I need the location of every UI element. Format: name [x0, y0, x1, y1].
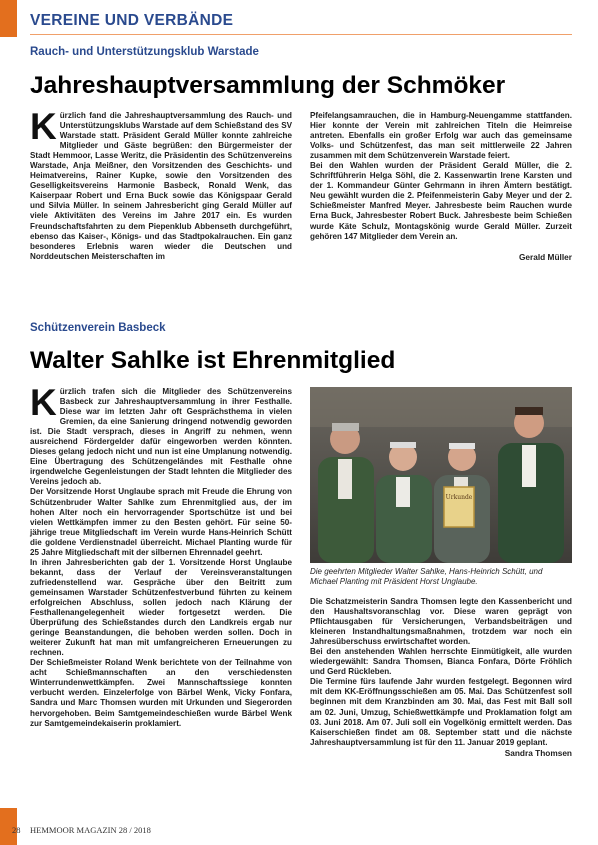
article1-paragraph: Bei den Wahlen wurden der Präsident Gerald Müller, die 2. Schriftführerin Helga Söhl, die 2. Kassenwartin Irene Karsten und der 1. Kommandeur Günter Gehrmann in ihren Ämtern bestätigt. Neu gewählt wurden die 2. Pfeifenmeisterin Gaby Meyer und der 2. Schießmeister Manfred Meyer. Jahresbeste beim Rauchen wurde Erna Buck, Jahresbester Robert Buck. Jahresbeste beim Schießen wurde Käte Schulz, Montagskönig wurde Gerald Müller. Zurzeit gehören 147 Mitglieder dem Verein an. — [310, 161, 572, 241]
article2-column-right — [310, 597, 572, 758]
article2-paragraph: Der Vorsitzende Horst Unglaube sprach mit Freude die Ehrung von Schützenbruder Walter Sahlke zum Ehrenmitglied aus, der im hohen Alter noch ein hervorragender Sportschütze ist und bei vielen Wettkämpfen immer zu den Besten gehört. Für seine 50-jährige treue Mitgliedschaft im Verein wurde Hans-Heinrich Schütt die goldene Verdienstnadel überreicht. Michael Planting wurde für 25 Jahre Mitgliedschaft mit der silbernen Ehrennadel geehrt. — [30, 487, 292, 557]
footer-magazine: HEMMOOR MAGAZIN 28 / 2018 — [30, 825, 151, 835]
article1-kicker: Rauch- und Unterstützungsklub Warstade — [30, 46, 259, 58]
article2-paragraph: Der Schießmeister Roland Wenk berichtete von der Teilnahme von acht Schießmannschaften an den verschiedensten Winterrundenwettkämpfen. Zwei Mannschaftssiege konnten verbucht werden. Einzelerfolge von Bärbel Wenk, Vicky Fonfara, Sandra und Marc Thomsen wurden mit Urkunden und Siegerorden hervorgehoben. Beim Samtgemeindeschießen wurde Bärbel Wenk zur Samtgemeindekaiserin proklamiert. — [30, 658, 292, 728]
article2-title: Walter Sahlke ist Ehrenmitglied — [30, 347, 396, 374]
article1-dropcap: K — [30, 106, 57, 147]
article2-paragraph: In ihren Jahresberichten gab der 1. Vorsitzende Horst Unglaube bekannt, dass der Verlauf der Vereinsveranstaltungen zufriedenstellend war. Gespräche über den Beitritt zum gemeinsamen Warstader Schützenfestverbund führten zu keinem erfolgreichen Abschluss, sollen jedoch nach Klärung der Festhallenangelegenheit wieder fortgesetzt werden. Die Überprüfung des Schießstandes durch den Landkreis ergab nur geringe Beanstandungen, die behoben werden sollen. Doch in weiterer Zukunft hat man mit umfangreicheren Erneuerungen zu rechnen. — [30, 557, 292, 658]
article1-paragraph: Pfeifelangsamrauchen, die in Hamburg-Neuengamme stattfanden. Hier konnte der Verein mit zahlreichen Titeln die Heimreise antreten. Ebenfalls ein großer Erfolg war auch das gemeinsame Volks- und Schützenfest, das man seit mittlerweile 22 Jahren zusammen mit dem Schützenverein Warstade feiert. — [310, 111, 572, 161]
article2-col1-text: ürzlich trafen sich die Mitglieder des Schützenvereins Basbeck zur Jahreshauptversammlung in ihrer Festhalle. Diese war im letzten Jahr oft Gesprächsthema in vielen Gremien, da eine Sanierung dringend notwendig geworden ist. Die Stadt versprach, dieses in Angriff zu nehmen, wenn ausreichend Fördergelder dafür eingeworben werden könnten. Dieses gelang jedoch nicht und nun ist eine Umplanung notwendig. Eine Übertragung des Schützengeländes mit Festhalle ohne irgendwelche Gegenleistungen der Stadt lehnten die Mitglieder des Vereins jedoch ab. — [30, 387, 292, 487]
article2-column-left — [30, 382, 292, 729]
article2-paragraph: Die Schatzmeisterin Sandra Thomsen legte den Kassenbericht und den Haushaltsvoranschlag vor. Diese waren geprägt von Pflichtausgaben für Versicherungen, Verbandsbeiträgen und kleineren Instandhaltungsmaßnahmen, trotzdem war noch ein Jahresüberschuss erwirtschaftet worden. — [310, 597, 572, 647]
article1-col1-text: ürzlich fand die Jahreshauptversammlung des Rauch- und Unterstützungsklubs Warstade auf dem Schießstand des SV Warstade statt. Präsident Gerald Müller konnte zahlreiche Mitglieder und Gäste begrüßen: den Bürgermeister der Stadt Hemmoor, Lasse Weritz, die Präsidentin des Schützenvereins Warstade, Anja Meißner, den Vorsitzenden des Geschichts- und Heimatvereins, Rainer Kupke, sowie den Vorsitzenden des Geselligkeitsvereins Harmonie Basbeck, Ronald Wenk, das Kaiserpaar Robert und Erna Buck sowie das Königspaar Gerald und Silvia Müller. In seinem Jahresbericht ging Gerald Müller auf viele Aktivitäten des Vereins im Jahre 2017 ein. Es wurden Freundschaftsfahrten zu dem Piepenklub Abbenseth durchgeführt, ebenso das Kaiser-, Königs- und das Stadtpokalrauchen. Ein ganz besonderes Erlebnis waren wieder die Deutschen und Norddeutschen Meisterschaften im — [30, 111, 292, 261]
photo-caption: Die geehrten Mitglieder Walter Sahlke, Hans-Heinrich Schütt, und Michael Planting mit Präsident Horst Unglaube. — [310, 567, 543, 586]
article1-column-right — [310, 111, 572, 262]
header-accent-bar — [0, 0, 17, 37]
article2-signature: Sandra Thomsen — [504, 747, 572, 758]
group-photo — [310, 387, 572, 563]
article1-column-left — [30, 106, 292, 262]
article1-title: Jahreshauptversammlung der Schmöker — [30, 72, 506, 99]
article2-kicker: Schützenverein Basbeck — [30, 322, 166, 334]
page-number: 28 — [12, 825, 21, 835]
article2-paragraph: Bei den anstehenden Wahlen herrschte Einmütigkeit, alle wurden wiedergewählt: Sandra Thomsen, Bianca Fonfara, Dörte Fröhlich und Gerd Rückleben. — [310, 647, 572, 677]
article1-signature: Gerald Müller — [518, 251, 572, 262]
certificate-label: Urkunde — [445, 494, 473, 501]
group-photo-illustration — [310, 387, 572, 563]
section-heading: VEREINE UND VERBÄNDE — [30, 12, 234, 29]
article2-dropcap: K — [30, 382, 57, 423]
article2-paragraph: Die Termine fürs laufende Jahr wurden festgelegt. Begonnen wird mit dem KK-Eröffnungsschießen am 05. Mai. Das Schützenfest soll beginnen mit dem Kranzbinden am 30. Mai, das Fest mit Ball soll am 02. Juni, Umzug, Schießwettkämpfe und Proklamation folgt am 03. Juni 2018. Am 07. Juli soll ein Vogelkönig ermittelt werden. Das Kaiserschießen findet am 08. September statt und die nächste Jahreshauptversammlung ist für den 11. Januar 2019 geplant. — [310, 677, 572, 747]
section-divider — [30, 34, 572, 35]
